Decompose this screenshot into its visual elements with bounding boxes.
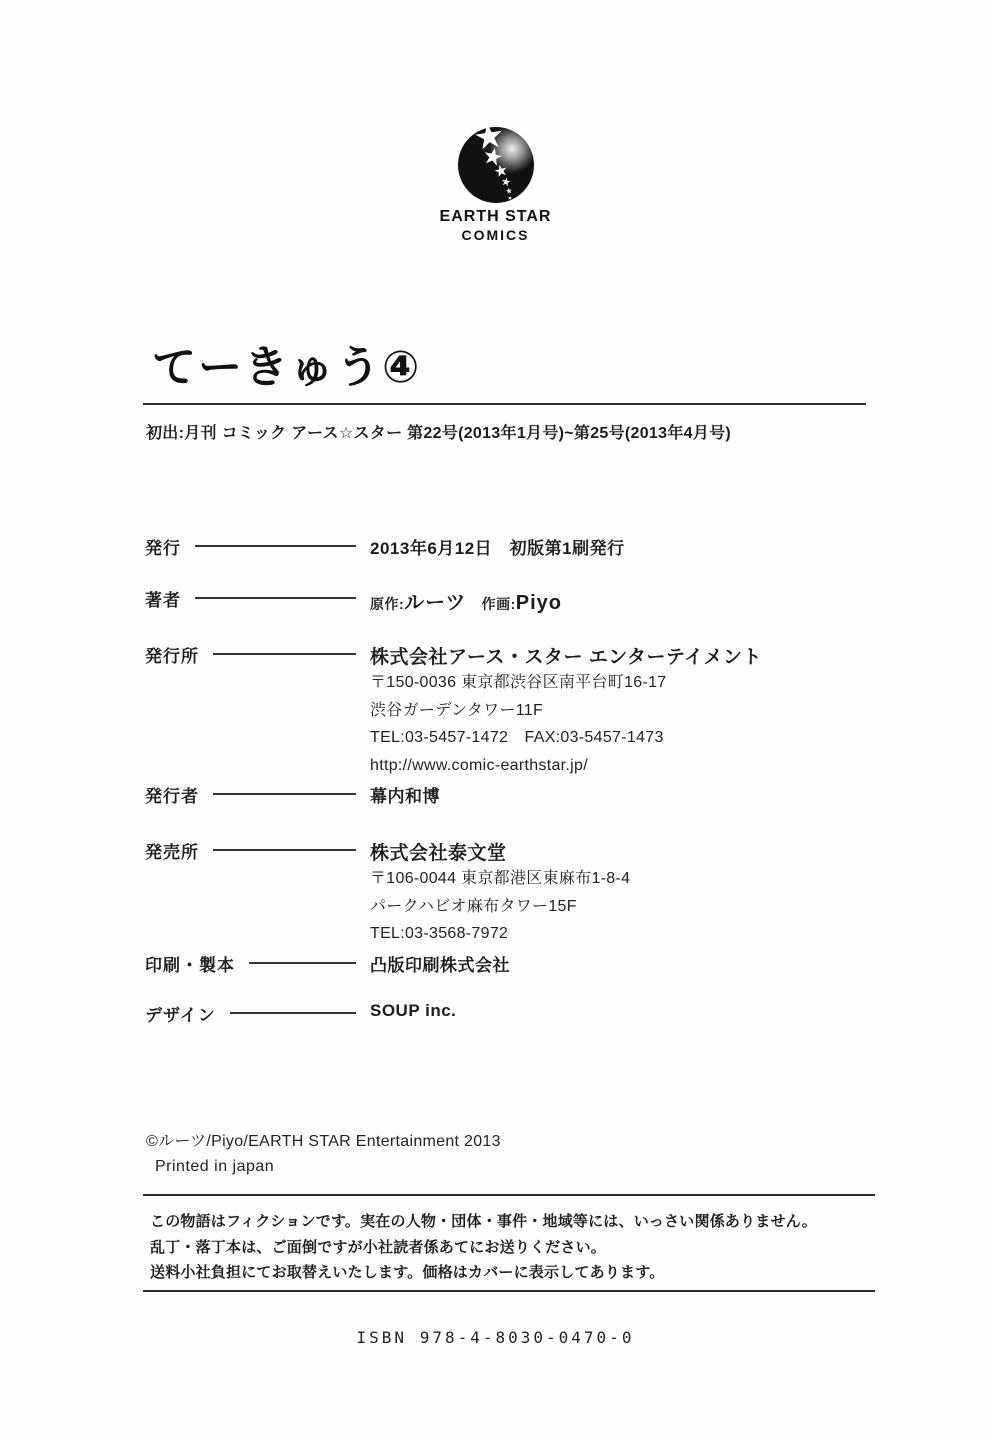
- distributor-postal-address: 〒106-0044 東京都港区東麻布1-8-4: [370, 870, 631, 887]
- colophon-row-authors: [145, 586, 866, 615]
- colophon-row-publishing-director: [145, 782, 866, 807]
- leader-line: [230, 1012, 356, 1014]
- row-value: 2013年6月12日 初版第1刷発行: [370, 539, 625, 558]
- disclaimer-block: [150, 1209, 817, 1286]
- publisher-building: 渋谷ガーデンタワー11F: [370, 701, 544, 719]
- row-value: SOUP inc.: [370, 1001, 457, 1020]
- row-value: [370, 642, 866, 779]
- row-label: 著者: [145, 591, 181, 610]
- colophon-row-publisher: [145, 642, 866, 779]
- isbn-number: ISBN 978-4-8030-0470-0: [356, 1328, 635, 1347]
- disclaimer-line-replacement: 送料小社負担にてお取替えいたします。価格はカバーに表示してあります。: [150, 1264, 665, 1281]
- book-title: てーきゅう④: [152, 343, 422, 392]
- publisher-tel-fax: TEL:03-5457-1472 FAX:03-5457-1473: [370, 729, 664, 746]
- leader-line: [195, 545, 356, 547]
- art-label: 作画:: [481, 596, 516, 612]
- colophon-row-printing: [145, 951, 866, 976]
- leader-line: [249, 962, 356, 964]
- distributor-tel: TEL:03-3568-7972: [370, 925, 509, 942]
- disclaimer-bottom-divider: [143, 1290, 875, 1292]
- row-label: 印刷・製本: [145, 956, 235, 975]
- publisher-name: 株式会社アース・スター エンターテイメント: [370, 647, 762, 668]
- colophon-row-publication-date: [145, 534, 866, 559]
- title-divider: [143, 403, 866, 405]
- disclaimer-line-fiction: この物語はフィクションです。実在の人物・団体・事件・地域等には、いっさい関係ありません。: [150, 1213, 818, 1230]
- row-label: 発行者: [145, 787, 199, 806]
- logo-text-earth-star: EARTH STAR: [439, 208, 552, 225]
- colophon-row-distributor: [145, 838, 866, 948]
- logo-text-comics: COMICS: [461, 227, 530, 243]
- row-value: [370, 838, 866, 948]
- publisher-postal-address: 〒150-0036 東京都渋谷区南平台町16-17: [370, 674, 667, 691]
- disclaimer-top-divider: [143, 1194, 875, 1196]
- leader-line: [213, 653, 356, 655]
- leader-line: [213, 849, 356, 851]
- original-story-name: ルーツ: [404, 592, 467, 614]
- row-label: 発行所: [145, 647, 199, 666]
- leader-line: [195, 597, 356, 599]
- disclaimer-line-defective-copies: 乱丁・落丁本は、ご面倒ですが小社読者係あてにお送りください。: [150, 1238, 607, 1256]
- colophon-row-design: [145, 1001, 866, 1026]
- row-label: 発行: [145, 539, 181, 558]
- row-label: デザイン: [145, 1006, 216, 1025]
- row-value: 凸版印刷株式会社: [370, 956, 510, 975]
- publisher-logo: [0, 124, 991, 243]
- art-name: Piyo: [515, 592, 563, 614]
- publisher-url: http://www.comic-earthstar.jp/: [370, 756, 588, 774]
- earth-star-globe-icon: [446, 124, 546, 206]
- row-value: [370, 586, 866, 615]
- row-value: 幕内和博: [370, 787, 440, 806]
- row-label: 発売所: [145, 843, 199, 862]
- original-story-label: 原作:: [370, 596, 405, 612]
- distributor-name: 株式会社泰文堂: [370, 843, 507, 864]
- leader-line: [213, 793, 356, 795]
- distributor-building: パークハビオ麻布タワー15F: [370, 897, 577, 915]
- copyright-notice: ©ルーツ/Piyo/EARTH STAR Entertainment 2013: [146, 1133, 501, 1150]
- first-publication-note: 初出:月刊 コミック アース☆スター 第22号(2013年1月号)~第25号(2013年4月号): [146, 425, 732, 442]
- printed-in-note: Printed in japan: [155, 1158, 275, 1175]
